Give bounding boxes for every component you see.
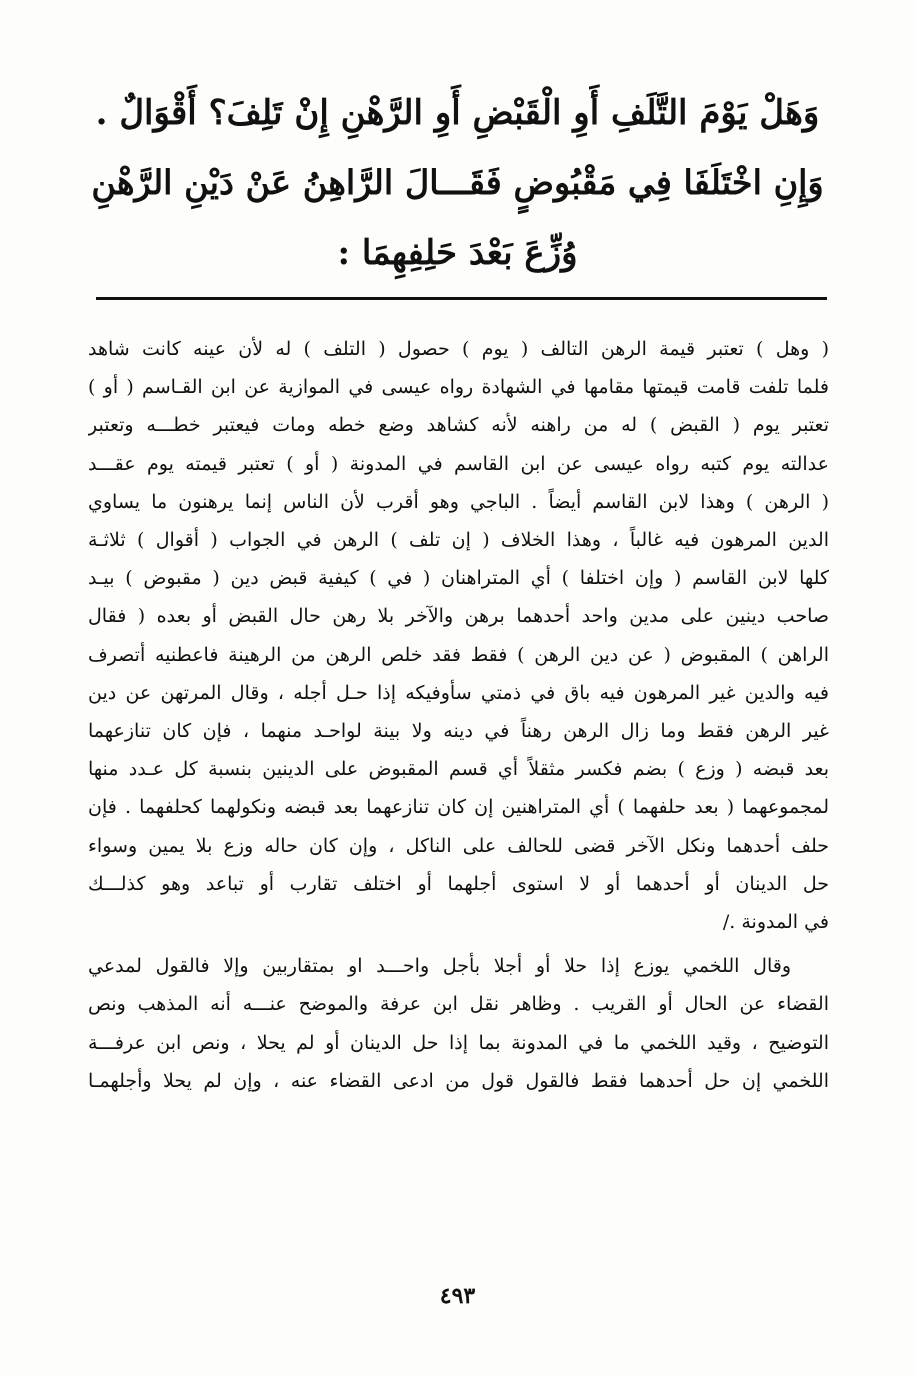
commentary-block bbox=[88, 330, 829, 1100]
commentary-line: ( وهل ) تعتبر قيمة الرهن التالف ( يوم ) حصول ( التلف ) له لأن عينه كانت شاهد bbox=[88, 338, 829, 360]
commentary-line: التوضيح ، وقيد اللخمي ما في المدونة بما إذا حل الدينان أو لم يحلا ، ونص ابن عرفـــة bbox=[88, 1031, 829, 1054]
commentary-line: لمجموعهما ( بعد حلفهما ) أي المتراهنين إن كان تنازعهما بعد قبضه ونكولهما كحلفهما . فإن bbox=[88, 796, 829, 819]
commentary-line: حل الدينان أو أحدهما أو لا استوى أجلهما أو اختلف تقارب أو تباعد وهو كذلـــك bbox=[88, 872, 829, 895]
commentary-line: الدين المرهون فيه غالباً ، وهذا الخلاف ( إن تلف ) الرهن في الجواب ( أقوال ) ثلاثـة bbox=[88, 529, 829, 552]
commentary-line: عدالته يوم كتبه رواه عيسى عن ابن القاسم في المدونة ( أو ) تعتبر قيمته يوم عقـــد bbox=[88, 452, 829, 475]
commentary-paragraph bbox=[88, 330, 829, 941]
commentary-line: تعتبر يوم ( القبض ) له من راهنه لأنه كشاهد وضع خطه ومات فيعتبر خطـــه وتعتبر bbox=[88, 414, 829, 437]
commentary-line: فلما تلفت قامت قيمتها مقامها في الشهادة رواه عيسى في الموازية عن ابن القـاسم ( أو ) bbox=[88, 376, 829, 399]
commentary-line: كلها لابن القاسم ( وإن اختلفا ) أي المتراهنان ( في ) كيفية قبض دين ( مقبوض ) بيـد bbox=[88, 567, 829, 590]
matn-line: وَإِنِ اخْتَلَفَا فِي مَقْبُوضٍ فَقَـــالَ الرَّاهِنُ عَنْ دَيْنِ الرَّهْنِ bbox=[91, 163, 824, 202]
commentary-line: اللخمي إن حل أحدهما فقط فالقول قول من ادعى القضاء عنه ، وإن لم يحلا وأجلهمـا bbox=[88, 1069, 829, 1092]
matn-line: وُزِّعَ بَعْدَ حَلِفِهِمَا : bbox=[337, 233, 578, 273]
commentary-line: صاحب دينين على مدين واحد أحدهما برهن والآخر بلا رهن حال القبض أو بعده ( فقال bbox=[88, 605, 829, 628]
commentary-line: وقال اللخمي يوزع إذا حلا أو أجلا بأجل واحـــد او بمتقاربين وإلا فالقول لمدعي bbox=[88, 955, 791, 978]
commentary-line: في المدونة ./ bbox=[722, 911, 829, 934]
matn-line: وَهَلْ يَوْمَ التَّلَفِ أَوِ الْقَبْضِ أَوِ الرَّهْنِ إِنْ تَلِفَ؟ أَقْوَالٌ . bbox=[95, 93, 820, 133]
matn-verse-block bbox=[90, 78, 825, 288]
separator-rule bbox=[96, 297, 827, 300]
commentary-line: ( الرهن ) وهذا لابن القاسم أيضاً . الباجي وهو أقرب لأن الناس إنما يرهنون ما يساوي bbox=[88, 490, 829, 513]
commentary-line: حلف أحدهما ونكل الآخر قضى للحالف على الناكل ، وإن كان حاله وزع بلا يمين وسواء bbox=[88, 834, 829, 857]
commentary-line: الراهن ) المقبوض ( عن دين الرهن ) فقط فقد خلص الرهن من الرهينة فاعطنيه أتصرف bbox=[88, 643, 829, 666]
commentary-paragraph bbox=[88, 947, 829, 1100]
commentary-line: القضاء عن الحال أو القريب . وظاهر نقل ابن عرفة والموضح عنـــه أنه المذهب ونص bbox=[88, 993, 829, 1016]
commentary-line: غير الرهن فقط وما زال الرهن رهناً في دينه ولا بينة لواحـد منهما ، فإن كان تنازعهما bbox=[88, 720, 829, 743]
page-number: ٤٩٣ bbox=[439, 1283, 476, 1309]
commentary-line: بعد قبضه ( وزع ) بضم فكسر مثقلاً أي قسم المقبوض على الدينين بنسبة كل عـدد منها bbox=[88, 758, 829, 781]
commentary-line: فيه والدين غير المرهون فيه باق في ذمتي سأوفيكه إذا حـل أجله ، وقال المرتهن عن دين bbox=[88, 681, 829, 704]
